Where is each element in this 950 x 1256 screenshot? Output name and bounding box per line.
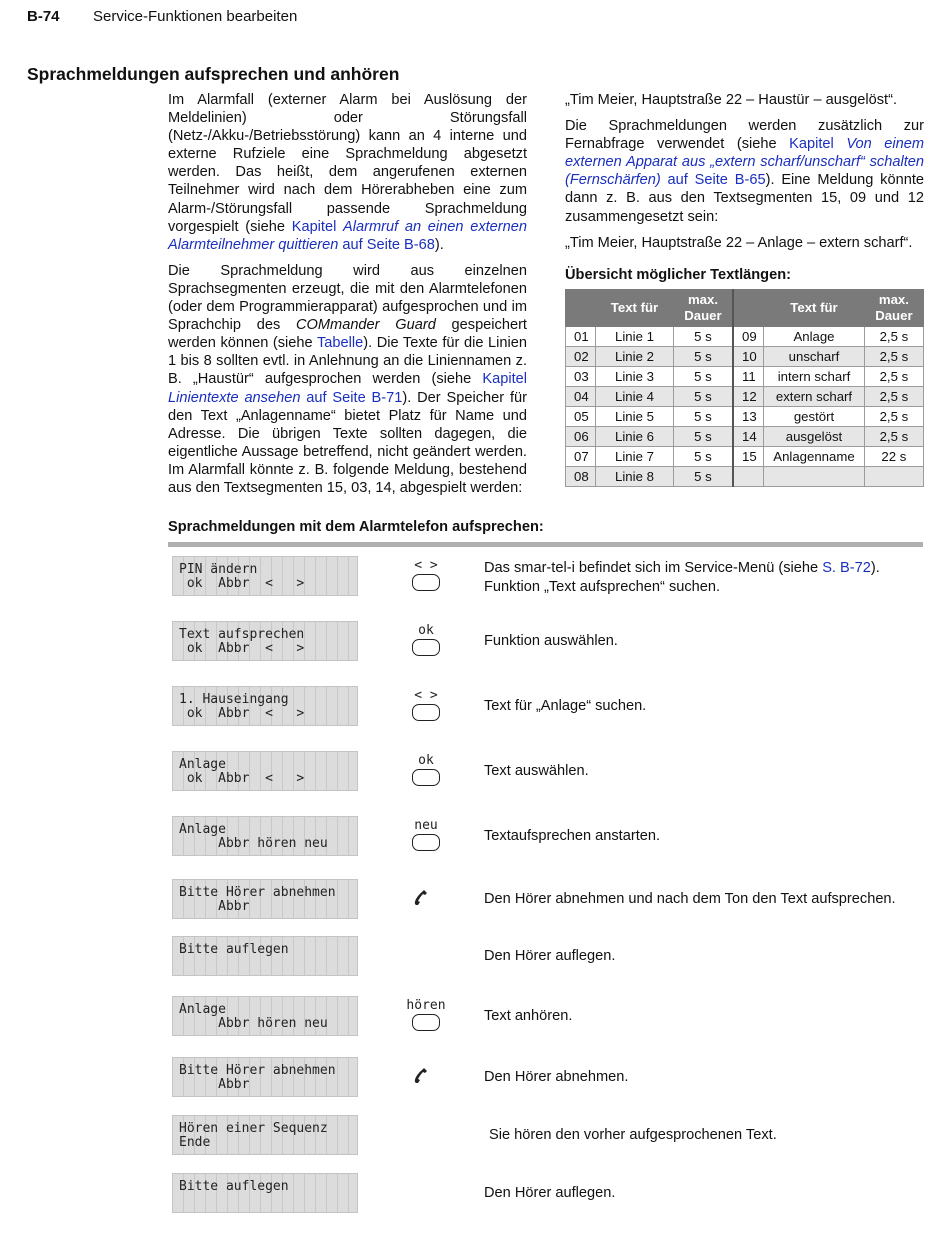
lcd-display (172, 816, 358, 856)
table-row (566, 427, 924, 447)
table-cell: 2,5 s (864, 367, 923, 387)
table-cell: Anlage (764, 327, 865, 347)
lcd-line-2: Abbr hören neu (179, 836, 328, 851)
step-instruction: Funktion auswählen. (484, 633, 618, 649)
table-cell: 03 (566, 367, 596, 387)
table-cell: 5 s (673, 447, 733, 467)
softkey-button[interactable] (400, 819, 452, 863)
lcd-display (172, 751, 358, 791)
intro-paragraph: Im Alarmfall (externer Alarm bei Auslösung der Meldelinien) oder Störungsfall (Netz-/Akku-/Betriebsstörung) kann an 4 interne und externe Rufziele eine Sprachmeldung abgesetzt werden. Das heißt, dem angerufenen externen Teilnehmer wird nach dem Hörerabheben eine zum Alarm-/Störungsfall passende Sprachmeldung vorgespielt (siehe Kapitel Alarmruf an einen externen Alarmteilnehmer quittieren auf Seite B-68). (168, 92, 527, 253)
table-cell: 5 s (673, 467, 733, 487)
step-instruction: Das smar-tel-i befindet sich im Service-Menü (siehe S. B-72). Funktion „Text aufsprechen“ suchen. (484, 560, 880, 595)
handset-icon (410, 1065, 432, 1109)
lcd-line-2: Abbr hören neu (179, 1016, 328, 1031)
link-service-menu[interactable]: S. B-72 (822, 560, 871, 576)
table-cell: 14 (733, 427, 764, 447)
softkey-label: < > (414, 558, 438, 573)
softkey-label: ok (418, 623, 434, 638)
table-cell: 2,5 s (864, 427, 923, 447)
lcd-line-2: ok Abbr < > (179, 576, 305, 591)
th-nr2 (733, 290, 764, 327)
lcd-line-1: Text aufsprechen (179, 627, 305, 642)
th-dur1: max. Dauer (673, 290, 733, 327)
lcd-line-2: ok Abbr < > (179, 641, 305, 656)
lcd-line-1: Bitte auflegen (179, 942, 289, 957)
lcd-line-2: ok Abbr < > (179, 771, 305, 786)
table-cell: Linie 2 (596, 347, 674, 367)
lcd-line-1: Anlage (179, 822, 226, 837)
step-instruction: Den Hörer abnehmen und nach dem Ton den Text aufsprechen. (484, 891, 896, 907)
table-row (566, 327, 924, 347)
table-cell: 2,5 s (864, 347, 923, 367)
link-alarmruf[interactable]: Kapitel Alarmruf an einen externen Alarmteilnehmer quittieren auf Seite B-68 (168, 218, 527, 253)
table-cell: 5 s (673, 407, 733, 427)
step-instruction: Sie hören den vorher aufgesprochenen Text. (489, 1127, 777, 1143)
table-cell: 5 s (673, 427, 733, 447)
table-cell: 06 (566, 427, 596, 447)
example-quote-2: „Tim Meier, Hauptstraße 22 – Anlage – extern scharf“. (565, 234, 913, 251)
lcd-display (172, 556, 358, 596)
table-cell (764, 467, 865, 487)
lcd-display (172, 1115, 358, 1155)
table-row (566, 467, 924, 487)
table-cell: 09 (733, 327, 764, 347)
step-instruction: Den Hörer auflegen. (484, 948, 616, 964)
table-cell: 04 (566, 387, 596, 407)
key-button-icon (412, 704, 440, 721)
table-row (566, 407, 924, 427)
table-cell (733, 467, 764, 487)
example-quote-1: „Tim Meier, Hauptstraße 22 – Haustür – ausgelöst“. (565, 92, 898, 108)
lcd-line-1: Anlage (179, 757, 226, 772)
lcd-line-2: Ende (179, 1135, 211, 1150)
table-row (566, 447, 924, 467)
table-cell: 11 (733, 367, 764, 387)
lcd-line-2: Abbr (179, 1077, 250, 1092)
table-cell: unscharf (764, 347, 865, 367)
step-instruction: Den Hörer abnehmen. (484, 1069, 629, 1085)
lcd-display (172, 936, 358, 976)
text-length-table (565, 289, 924, 487)
divider (168, 542, 923, 547)
remote-paragraph: Die Sprachmeldungen werden zusätzlich zur Fernabfrage verwendet (siehe Kapitel Von einem externen Apparat aus „extern scharf/unscharf“ schalten (Fernschärfen) auf Seite B-65). Eine Meldung könnte dann z. B. aus den Textsegmenten 15, 09 und 12 zusammengesetzt sein: (565, 118, 925, 225)
lcd-line-1: PIN ändern (179, 562, 258, 577)
key-button-icon (412, 639, 440, 656)
softkey-button[interactable] (400, 624, 452, 668)
page-number: B-74 (27, 8, 60, 25)
link-linientexte[interactable]: Kapitel Linientexte ansehen auf Seite B-71 (168, 371, 527, 406)
lcd-line-1: Hören einer Sequenz (179, 1121, 328, 1136)
section-title: Service-Funktionen bearbeiten (93, 8, 298, 25)
softkey-label: ok (418, 753, 434, 768)
table-cell: extern scharf (764, 387, 865, 407)
key-button-icon (412, 1014, 440, 1031)
key-button-icon (412, 834, 440, 851)
softkey-button[interactable] (400, 999, 452, 1043)
segments-paragraph: Die Sprachmeldung wird aus einzelnen Sprachsegmenten erzeugt, die mit den Alarmtelefonen (oder dem Programmierapparat) aufgesprochen und im Sprachchip des COMmander Guard gespeichert werden können (siehe Tabelle). Die Texte für die Linien 1 bis 8 sollten evtl. in Anlehnung an die Liniennamen z. B. „Haustür“ aufgesprochen werden (siehe Kapitel Linientexte ansehen auf Seite B-71). Der Speicher für den Text „Anlagenname“ bietet Platz für Name und Adresse. Die übrigen Texte sollten dagegen, die eigentliche Aussage betreffend, nicht geändert werden. Im Alarmfall könnte z. B. folgende Meldung, bestehend aus den Textsegmenten 15, 03, 14, abgespielt werden: (168, 262, 527, 496)
table-cell: ausgelöst (764, 427, 865, 447)
table-cell: 05 (566, 407, 596, 427)
lcd-line-1: 1. Hauseingang (179, 692, 289, 707)
lcd-display (172, 686, 358, 726)
key-button-icon (412, 574, 440, 591)
lcd-display (172, 621, 358, 661)
lcd-line-1: Bitte auflegen (179, 1179, 289, 1194)
table-cell: 10 (733, 347, 764, 367)
table-cell: Linie 3 (596, 367, 674, 387)
step-instruction: Text für „Anlage“ suchen. (484, 698, 647, 714)
step-instruction: Textaufsprechen anstarten. (484, 828, 661, 844)
key-button-icon (412, 769, 440, 786)
table-cell: Linie 5 (596, 407, 674, 427)
step-instruction: Den Hörer auflegen. (484, 1185, 616, 1201)
table-cell: intern scharf (764, 367, 865, 387)
table-cell: 2,5 s (864, 407, 923, 427)
table-cell: 01 (566, 327, 596, 347)
table-cell: 07 (566, 447, 596, 467)
table-cell: 08 (566, 467, 596, 487)
lcd-line-1: Bitte Hörer abnehmen (179, 1063, 336, 1078)
table-cell: Linie 1 (596, 327, 674, 347)
link-fernschaerfen[interactable]: Kapitel Von einem externen Apparat aus „extern scharf/unscharf“ schalten (Fernschärfen) auf Seite B-65 (565, 136, 925, 189)
table-cell: 5 s (673, 347, 733, 367)
page-title: Sprachmeldungen aufsprechen und anhören (27, 64, 400, 84)
table-row (566, 347, 924, 367)
table-cell: 15 (733, 447, 764, 467)
table-cell: Linie 7 (596, 447, 674, 467)
th-text1: Text für (596, 290, 674, 327)
table-cell: 12 (733, 387, 764, 407)
table-row (566, 367, 924, 387)
softkey-label: hören (406, 998, 446, 1013)
step-instruction: Text anhören. (484, 1008, 573, 1024)
table-cell: 02 (566, 347, 596, 367)
table-cell: Linie 8 (596, 467, 674, 487)
table-cell: 13 (733, 407, 764, 427)
th-dur2: max. Dauer (864, 290, 923, 327)
table-title: Übersicht möglicher Textlängen: (565, 267, 791, 283)
right-column (565, 91, 924, 260)
steps-title: Sprachmeldungen mit dem Alarmtelefon aufsprechen: (168, 519, 544, 535)
lcd-display (172, 879, 358, 919)
th-text2: Text für (764, 290, 865, 327)
table-cell: 2,5 s (864, 387, 923, 407)
lcd-display (172, 1173, 358, 1213)
lcd-line-1: Bitte Hörer abnehmen (179, 885, 336, 900)
table-cell: gestört (764, 407, 865, 427)
table-cell: 2,5 s (864, 327, 923, 347)
table-cell: 5 s (673, 367, 733, 387)
table-cell: 5 s (673, 327, 733, 347)
lcd-line-2: Abbr (179, 899, 250, 914)
table-cell: Anlagenname (764, 447, 865, 467)
table-cell: 22 s (864, 447, 923, 467)
lcd-display (172, 1057, 358, 1097)
softkey-button[interactable] (400, 689, 452, 733)
lcd-line-2: ok Abbr < > (179, 706, 305, 721)
table-cell (864, 467, 923, 487)
step-instruction: Text auswählen. (484, 763, 589, 779)
softkey-button[interactable] (400, 754, 452, 798)
table-cell: Linie 4 (596, 387, 674, 407)
lcd-display (172, 996, 358, 1036)
lcd-line-1: Anlage (179, 1002, 226, 1017)
softkey-label: neu (414, 818, 438, 833)
table-row (566, 387, 924, 407)
handset-icon (410, 887, 432, 931)
softkey-label: < > (414, 688, 438, 703)
th-nr1 (566, 290, 596, 327)
softkey-button[interactable] (400, 559, 452, 603)
link-tabelle[interactable]: Tabelle (316, 335, 364, 352)
left-column (168, 91, 527, 505)
table-cell: Linie 6 (596, 427, 674, 447)
table-cell: 5 s (673, 387, 733, 407)
